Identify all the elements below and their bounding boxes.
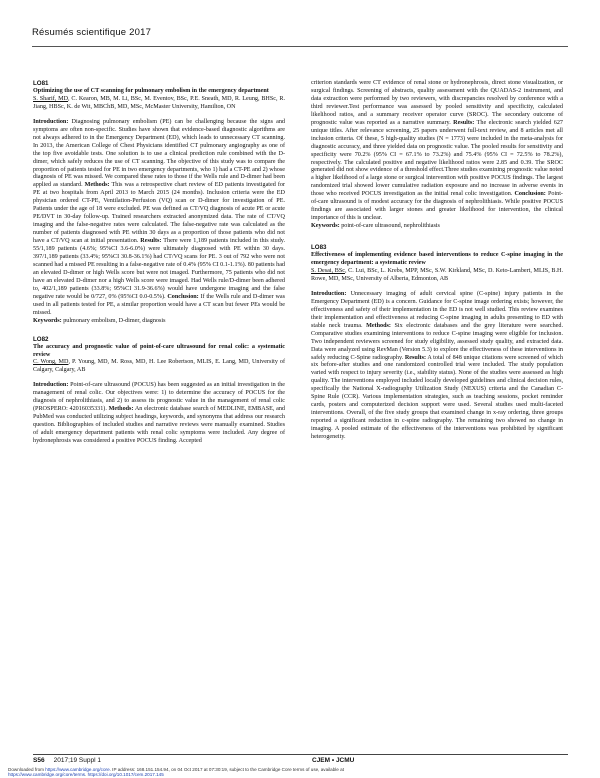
introduction-label: Introduction: <box>33 382 69 389</box>
right-column <box>311 80 563 442</box>
abstract-id: LO82 <box>33 335 49 343</box>
download-sep: . <box>85 772 88 778</box>
running-header: Résumés scientifique 2017 <box>32 27 152 38</box>
left-column <box>33 80 285 446</box>
abstract-id: LO81 <box>33 80 49 87</box>
abstract-title: The accuracy and prognostic value of point-of-care ultrasound for renal colic: a systematic review <box>33 343 285 358</box>
methods-text: Six electronic databases and the grey literature were searched. Comparative studies examining interventions to reduce C-spine imaging were eligible for inclusion. Two independent reviewers screened for study eligibility, assessed study quality, and extracted data. Data were analyzed using RevMan (Version 5.3) to explore the effectiveness of these interventions in safely reducing C-Spine radiography. <box>311 322 563 361</box>
header-rule <box>32 46 568 47</box>
results-text: A total of 848 unique citations were screened of which six before-after studies and one randomized controlled trial were included. The study population varied with respect to injury severity (i.e., stability status). None of the studies were assessed as high quality. The interventions employed included locally developed guidelines and clinical decision rules, specifically the National X-radiography Utilization Study (NEXUS) criteria and the Canadian C-Spine Rule (CCR). Various implementation strategies, such as teaching sessions, pocket reminder cards, posters and computerized decision support were used. Several studies used multi-faceted interventions. Overall, of the five study groups that examined change in x-ray ordering, three groups reported a significant reduction in c-spine radiography. The remaining two showed no change in imaging. A pooled estimate of the effectiveness of the interventions was prohibited by significant heterogeneity. <box>311 354 563 441</box>
doi-link[interactable]: https://doi.org/10.1017/cem.2017.145 <box>87 772 164 778</box>
journal-name: CJEM • JCMU <box>312 757 355 764</box>
abstract-authors <box>33 96 285 112</box>
methods-label: Methods: <box>366 322 391 329</box>
methods-text: This was a retrospective chart review of ED patients investigated for PE at two hospitals from April 2013 to March 2015 (24 months). Inclusion criteria were the ED physician ordered CT-PE, Ventilation-Perfusion (VQ) scan or D-dimer for investigation of PE. Patients under the age of 18 were excluded. PE was defined as CT/VQ diagnosis of acute PE or acute PE/DVT in 30-day follow-up. Trained researchers extracted anonymized data. The rate of CT/VQ imaging and the false-negative rates were calculated. The false-negative rate was calculated as the number of patients diagnosed with PE within 30 days as a proportion of those patients who did not have a CT/VQ scan at initial presentation. <box>33 182 285 245</box>
keywords-label: Keywords: <box>33 317 62 324</box>
abstract-title: Effectiveness of implementing evidence based interventions to reduce C-spine imaging in the emergency department: a systematic review <box>311 252 563 267</box>
cambridge-core-link[interactable]: https://www.cambridge.org/core <box>45 767 110 772</box>
abstract-keywords <box>311 223 563 231</box>
abstract-authors <box>33 359 285 375</box>
abstract-lo82-continued <box>311 80 563 231</box>
keywords-label: Keywords: <box>311 223 340 230</box>
introduction-label: Introduction: <box>311 290 347 297</box>
presenting-author: C. Wong, MD <box>33 359 69 366</box>
abstract-body-continued <box>311 80 563 223</box>
results-label: Results: <box>404 354 427 361</box>
introduction-text: Unnecessary imaging of adult cervical spine (C-spine) injury patients in the Emergency Department (ED) is a concern. Guidance for C-spine image ordering exists; however, the effectiveness and safety of their implementation in the ED is not well studied. This review examines their implementation and effectiveness at reducing C-spine imaging in adults presenting to ED with stable neck trauma. <box>311 290 563 329</box>
results-text: There were 1,189 patients included in this study. 55/1,189 patients (4.6%; 95%CI 3.6-6.0%) were ultimately diagnosed with PE within 30 days. 397/1,189 patients (33.4%; 95%CI 30.8-36.1%) had CT/VQ scans for PE. 3 out of 792 who were not scanned had a missed PE resulting in a false-negative rate of 0.4% (95% CI 0.1-1.1%). 80 patients had an elevated D-dimer or high Wells score but were not imaged. Furthermore, 75 patients who did not have an elevated D-dimer nor a high Wells score were imaged. Had Wells rule/D-dimer been adhered to, 402/1,189 patients (33.8%; 95%CI 31.9-36.6%) would have undergone imaging and the false negative rate would be 0/727, 0% (95%CI 0.0-0.5%). <box>33 238 285 300</box>
abstract-lo83 <box>311 244 563 442</box>
page-number: S56 <box>33 757 45 764</box>
abstract-body <box>33 382 285 446</box>
abstract-body <box>33 119 285 318</box>
page-footer <box>33 757 101 764</box>
introduction-label: Introduction: <box>33 118 69 125</box>
terms-link[interactable]: https://www.cambridge.org/core/terms <box>8 772 86 778</box>
presenting-author: S. Desai, BSc <box>311 267 345 274</box>
methods-label: Methods: <box>84 182 110 189</box>
download-prefix: Downloaded from <box>8 767 46 772</box>
conclusion-text: Point-of-care ultrasound is of modest accuracy for the diagnosis of nephrolithiasis. While positive POCUS findings are associated with larger stones and greater likelihood for intervention, the clinical importance of this is unclear. <box>311 191 563 222</box>
abstract-title: Optimizing the use of CT scanning for pulmonary embolism in the emergency department <box>33 87 269 94</box>
keywords-text: point-of-care ultrasound, nephrolithiasis <box>341 223 440 230</box>
spacer <box>311 231 563 244</box>
co-authors: , P. Young, MD, M. Ross, MD, H. Lee Robertson, MLIS, E. Lang, MD, University of Calgary, Calgary, AB <box>33 359 285 374</box>
methods-label: Methods: <box>108 406 134 413</box>
conclusion-text: If the Wells rule and D-dimer was used in all patients tested for PE, a similar proportion would have a CT scan but fewer PEs would be missed. <box>33 293 285 316</box>
conclusion-label: Conclusion: <box>514 191 546 198</box>
results-label: Results: <box>453 119 475 126</box>
methods-text-part2: criterion standards were CT evidence of renal stone or hydronephrosis, direct stone visualization, or surgical findings. Screening of abstracts, quality assessment with the QUADAS-2 instrument, and data extraction were performed by two reviewers, with discrepancies resolved by conference with a third reviewer.Test performance was assessed by pooled sensitivity and specificity, calculated likelihood ratios, and a summary receiver operator curve (SROC). The secondary outcome of prognostic value was reported as a narrative summary. <box>311 80 563 126</box>
methods-text-part1: An electronic database search of MEDLINE, EMBASE, and PubMed was conducted utilizing subject headings, keywords, and synonyms that address our research question. Bibliographies of included studies and narrative reviews were manually examined. Studies of adult emergency department patients with renal colic symptoms were included. Any degree of hydronephrosis was considered a positive POCUS finding. Accepted <box>33 406 285 445</box>
co-authors: , C. Kearon, MB, M. Li, BSc, M. Eventov, BSc, P.E. Sneath, MD, R. Leung, BHSc, R. Jiang, HBSc, K. de Wit, MBChB, MD, MSc, McMaster University, Hamilton, ON <box>33 95 285 110</box>
introduction-text: Diagnosing pulmonary embolism (PE) can be challenging because the signs and symptoms are often non-specific. Studies have shown that evidence-based diagnostic algorithms are not always adhered to in the Emergency Department (ED), which leads to unnecessary CT scanning. In 2013, the American College of Chest Physicians identified CT pulmonary angiography as one of the top five avoidable tests. One solution is to use a clinical prediction rule combined with the D-dimer, which safely reduces the use of CT scanning. The objective of this study was to compare the proportion of patients tested for PE in two emergency departments, who 1) had a CT-PE and 2) whose diagnosis of PE was missed. We compared these rates to those if the Wells rule and D-dimer had been applied as standard. <box>33 118 285 189</box>
results-text: The electronic search yielded 627 unique titles. After relevance screening, 25 papers underwent full-text review, and 8 articles met all inclusion criteria. Of these, 5 high-quality studies (N = 1773) were included in the meta-analysis for diagnostic accuracy, and three yielded data on prognostic value. The pooled results for sensitivity and specificity were 70.2% (95% CI = 67.1% to 73.2%) and 75.4% (95% CI = 72.5% to 78.2%), respectively. The calculated positive and negative likelihood ratios were 2.85 and 0.39. The SROC generated did not show evidence of a threshold effect.Three studies examining prognostic value noted a higher likelihood of a large stone or surgical intervention with positive POCUS findings. The largest randomized trial showed lower cumulative radiation exposure and no increase in adverse events in those who received POCUS investigation as the initial renal colic investigation. <box>311 119 563 198</box>
issue-info: 2017;19 Suppl 1 <box>53 757 101 764</box>
abstract-lo82 <box>33 336 285 446</box>
abstract-body <box>311 291 563 442</box>
download-notice <box>8 767 344 778</box>
conclusion-label: Conclusion: <box>167 293 199 300</box>
abstract-lo81 <box>33 80 285 326</box>
results-label: Results: <box>140 238 162 245</box>
presenting-author: S. Sharif, MD <box>33 95 69 102</box>
download-middle: . IP address: 168.151.154.94, on 04 Oct 2017 at 07:30:19, subject to the Cambridge Core terms of use, available at <box>109 767 344 772</box>
abstract-id: LO83 <box>311 244 327 252</box>
abstract-keywords <box>33 318 285 326</box>
abstract-authors <box>311 268 563 284</box>
introduction-text: Point-of-care ultrasound (POCUS) has been suggested as an initial investigation in the management of renal colic. Our objectives were: 1) to determine the accuracy of POCUS for the diagnosis of nephrolithiasis, and 2) to assess its prognostic value in the management of renal colic (PROSPERO: 42016035331). <box>33 382 285 413</box>
spacer <box>33 326 285 336</box>
co-authors: , C. Lui, BSc, L. Krebs, MPP, MSc, S.W. Kirkland, MSc, D. Keto-Lambert, MLIS, B.H. Rowe, MD, MSc, University of Alberta, Edmonton, AB <box>311 267 563 282</box>
footer-rule <box>33 754 568 755</box>
keywords-text: pulmonary embolism, D-dimer, diagnosis <box>63 317 166 324</box>
